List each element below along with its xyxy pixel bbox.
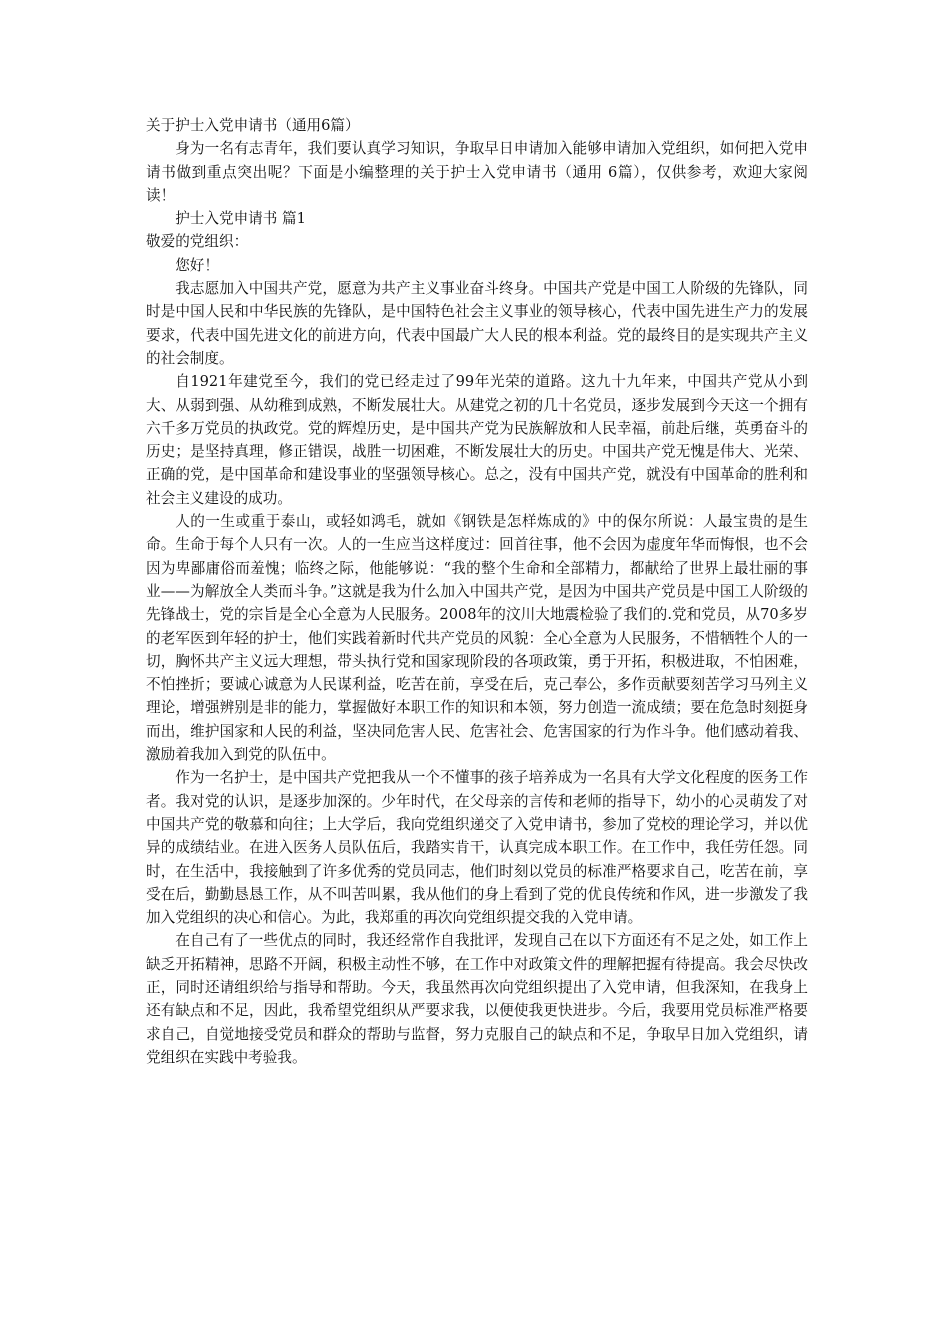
- body-paragraph: 我志愿加入中国共产党，愿意为共产主义事业奋斗终身。中国共产党是中国工人阶级的先锋队，同时是中国人民和中华民族的先锋队，是中国特色社会主义事业的领导核心，代表中国先进生产力的发展要求，代表中国先进文化的前进方向，代表中国最广大人民的根本利益。党的最终目的是实现共产主义的社会制度。: [146, 280, 808, 367]
- body-paragraph: 在自己有了一些优点的同时，我还经常作自我批评，发现自己在以下方面还有不足之处，如工作上缺乏开拓精神，思路不开阔，积极主动性不够，在工作中对政策文件的理解把握有待提高。我会尽快改正，同时还请组织给与指导和帮助。今天，我虽然再次向党组织提出了入党申请，但我深知，在我身上还有缺点和不足，因此，我希望党组织从严要求我，以便使我更快进步。今后，我要用党员标准严格要求自己，自觉地接受党员和群众的帮助与监督，努力克服自己的缺点和不足，争取早日加入党组织，请党组织在实践中考验我。: [146, 932, 808, 1066]
- document-body: [146, 114, 808, 1069]
- salutation: 敬爱的党组织：: [146, 233, 249, 251]
- body-paragraph: 人的一生或重于泰山，或轻如鸿毛，就如《钢铁是怎样炼成的》中的保尔所说：人最宝贵的是生命。生命于每个人只有一次。人的一生应当这样度过：回首往事，他不会因为虚度年华而悔恨，也不会因为卑鄙庸俗而羞愧；临终之际，他能够说：“我的整个生命和全部精力，都献给了世界上最壮丽的事业——为解放全人类而斗争。”这就是我为什么加入中国共产党，是因为中国共产党员是中国工人阶级的先锋战士，党的宗旨是全心全意为人民服务。2008年的汶川大地震检验了我们的.党和党员，从70多岁的老军医到年轻的护士，他们实践着新时代共产党员的风貌：全心全意为人民服务，不惜牺牲个人的一切，胸怀共产主义远大理想，带头执行党和国家现阶段的各项政策，勇于开拓，积极进取，不怕困难，不怕挫折；要诚心诚意为人民谋利益，吃苦在前，享受在后，克己奉公，多作贡献要刻苦学习马列主义理论，增强辨别是非的能力，掌握做好本职工作的知识和本领，努力创造一流成绩；要在危急时刻挺身而出，维护国家和人民的利益，坚决同危害人民、危害社会、危害国家的行为作斗争。他们感动着我、激励着我加入到党的队伍中。: [146, 513, 808, 764]
- body-paragraph: 自1921年建党至今，我们的党已经走过了99年光荣的道路。这九十九年来，中国共产党从小到大、从弱到强、从幼稚到成熟，不断发展壮大。从建党之初的几十名党员，逐步发展到今天这一个拥有六千多万党员的执政党。党的辉煌历史，是中国共产党为民族解放和人民幸福，前赴后继，英勇奋斗的历史；是坚持真理，修正错误，战胜一切困难，不断发展壮大的历史。中国共产党无愧是伟大、光荣、正确的党，是中国革命和建设事业的坚强领导核心。总之，没有中国共产党，就没有中国革命的胜利和社会主义建设的成功。: [146, 373, 808, 507]
- body-paragraph: 作为一名护士，是中国共产党把我从一个不懂事的孩子培养成为一名具有大学文化程度的医务工作者。我对党的认识，是逐步加深的。少年时代，在父母亲的言传和老师的指导下，幼小的心灵萌发了对中国共产党的敬慕和向往；上大学后，我向党组织递交了入党申请书，参加了党校的理论学习，并以优异的成绩结业。在进入医务人员队伍后，我踏实肯干，认真完成本职工作。在工作中，我任劳任怨。同时，在生活中，我接触到了许多优秀的党员同志，他们时刻以党员的标准严格要求自己，吃苦在前，享受在后，勤勤恳恳工作，从不叫苦叫累，我从他们的身上看到了党的优良传统和作风，进一步激发了我加入党组织的决心和信心。为此，我郑重的再次向党组织提交我的入党申请。: [146, 769, 808, 927]
- intro-paragraph: 身为一名有志青年，我们要认真学习知识，争取早日申请加入能够申请加入党组织，如何把入党申请书做到重点突出呢？下面是小编整理的关于护士入党申请书（通用 6篇），仅供参考，欢迎大家阅读！: [146, 140, 808, 204]
- section-heading: 护士入党申请书 篇1: [175, 210, 306, 228]
- greeting: 您好！: [175, 256, 219, 274]
- document-title: 关于护士入党申请书（通用6篇）: [146, 117, 360, 134]
